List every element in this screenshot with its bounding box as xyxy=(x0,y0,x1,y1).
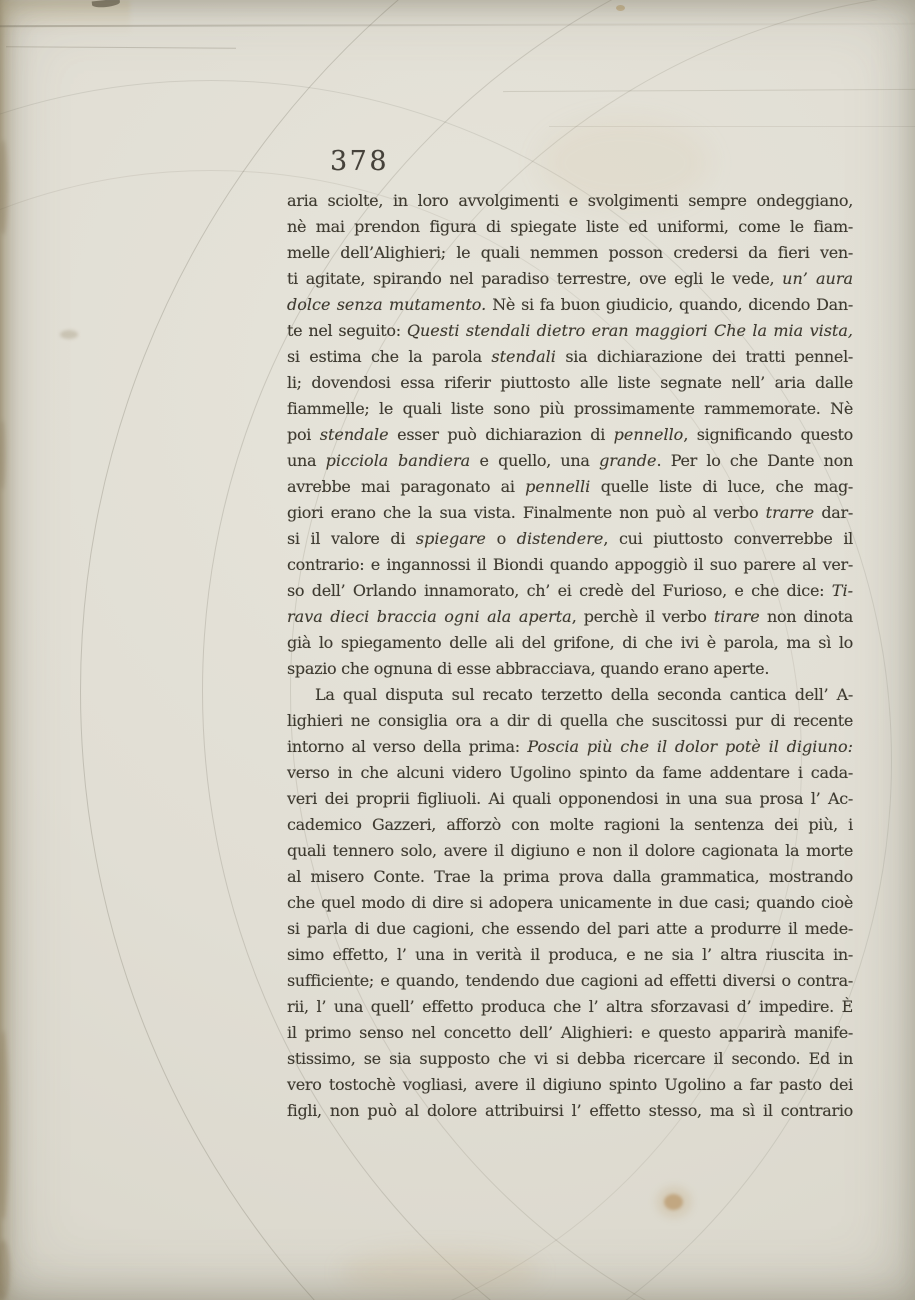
paper-crease xyxy=(6,46,236,49)
paper-crease xyxy=(503,89,915,92)
text-line: so dell’ Orlando innamorato, ch’ ei credè del Furioso, e che dice: Ti- xyxy=(287,581,853,600)
text-line: nè mai prendon figura di spiegate liste ed uniformi, come le fiam- xyxy=(287,217,853,236)
text-line: dolce senza mutamento. Nè si fa buon giudicio, quando, dicendo Dan- xyxy=(287,295,853,314)
text-line: si estima che la parola stendali sia dichiarazione dei tratti pennel- xyxy=(287,347,853,366)
text-line: ti agitate, spirando nel paradiso terrestre, ove egli le vede, un’ aura xyxy=(287,269,853,288)
text-line: che quel modo di dire si adopera unicamente in due casi; quando cioè xyxy=(287,893,853,912)
text-line: rii, l’ una quell’ effetto produca che l’ altra sforzavasi d’ impedire. È xyxy=(287,997,853,1016)
text-block xyxy=(287,188,853,1124)
text-line: cademico Gazzeri, afforzò con molte ragioni la sentenza dei più, i xyxy=(287,815,853,834)
text-line: poi stendale esser può dichiarazion di pennello, significando questo xyxy=(287,425,853,444)
text-line: figli, non può al dolore attribuirsi l’ effetto stesso, ma sì il contrario xyxy=(287,1101,853,1120)
paper-stain xyxy=(60,330,78,339)
text-line: rava dieci braccia ogni ala aperta, perchè il verbo tirare non dinota xyxy=(287,607,854,626)
text-line: contrario: e ingannossi il Biondi quando appoggiò il suo parere al ver- xyxy=(287,555,853,574)
text-line: te nel seguito: Questi stendali dietro eran maggiori Che la mia vista, xyxy=(287,321,853,340)
text-line: una picciola bandiera e quello, una grande. Per lo che Dante non xyxy=(287,451,853,470)
paper-crease xyxy=(549,126,915,127)
text-line: si parla di due cagioni, che essendo del pari atte a produrre il mede- xyxy=(287,919,853,938)
text-line: intorno al verso della prima: Poscia più che il dolor potè il digiuno: xyxy=(287,737,853,756)
text-line: verso in che alcuni videro Ugolino spinto da fame addentare i cada- xyxy=(287,763,853,782)
page-number: 378 xyxy=(330,146,390,177)
text-line: stissimo, se sia supposto che vi si debba ricercare il secondo. Ed in xyxy=(287,1049,853,1068)
text-line: li; dovendosi essa riferir piuttosto alle liste segnate nell’ aria dalle xyxy=(287,373,853,392)
text-line: simo effetto, l’ una in verità il produca, e ne sia l’ altra riuscita in- xyxy=(287,945,853,964)
text-line: quali tennero solo, avere il digiuno e non il dolore cagionata la morte xyxy=(287,841,853,860)
text-line: lighieri ne consiglia ora a dir di quella che suscitossi pur di recente xyxy=(287,711,853,730)
text-line: aria sciolte, in loro avvolgimenti e svolgimenti sempre ondeggiano, xyxy=(287,191,853,210)
text-line: il primo senso nel concetto dell’ Alighieri: e questo apparirà manife- xyxy=(287,1023,853,1042)
text-line: già lo spiegamento delle ali del grifone, di che ivi è parola, ma sì lo xyxy=(287,633,853,652)
paper-crease xyxy=(0,23,915,27)
text-line: melle dell’Alighieri; le quali nemmen posson credersi da fieri ven- xyxy=(287,243,853,262)
text-line: vero tostochè vogliasi, avere il digiuno spinto Ugolino a far pasto dei xyxy=(287,1075,853,1094)
paper-stain xyxy=(340,1250,540,1294)
paper-stain xyxy=(664,1194,683,1210)
text-line: avrebbe mai paragonato ai pennelli quelle liste di luce, che mag- xyxy=(287,477,854,496)
text-line: si il valore di spiegare o distendere, cui piuttosto converrebbe il xyxy=(287,529,853,548)
text-line: fiammelle; le quali liste sono più prossimamente rammemorate. Nè xyxy=(287,399,853,418)
text-line: La qual disputa sul recato terzetto della seconda cantica dell’ A- xyxy=(315,685,853,704)
text-line: veri dei proprii figliuoli. Ai quali opponendosi in una sua prosa l’ Ac- xyxy=(287,789,853,808)
text-line: sufficiente; e quando, tendendo due cagioni ad effetti diversi o contra- xyxy=(287,971,853,990)
text-line: giori erano che la sua vista. Finalmente non può al verbo trarre dar- xyxy=(287,503,853,522)
paper-stain xyxy=(656,1186,692,1218)
text-line: spazio che ognuna di esse abbracciava, quando erano aperte. xyxy=(287,659,770,678)
paper-speck xyxy=(616,5,625,11)
text-line: al misero Conte. Trae la prima prova dalla grammatica, mostrando xyxy=(287,867,853,886)
